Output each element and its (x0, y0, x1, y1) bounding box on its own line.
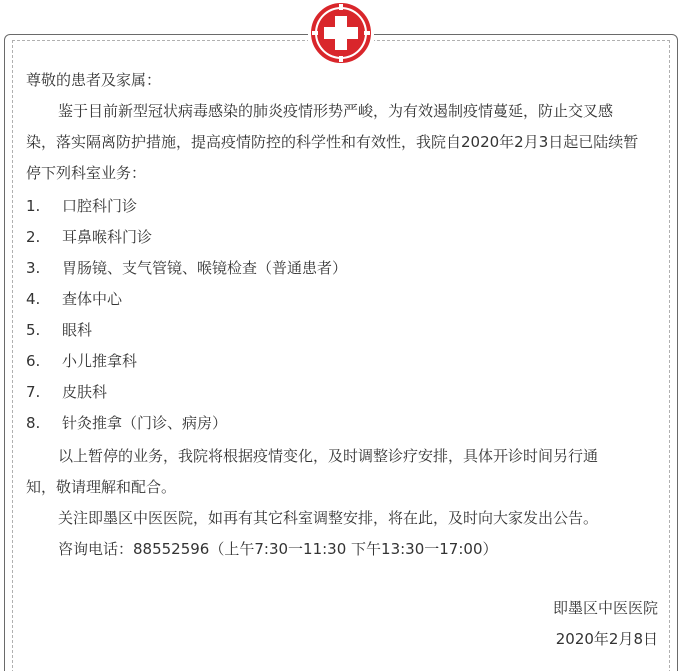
list-item (26, 196, 137, 216)
intro-line: 染，落实隔离防护措施，提高疫情防控的科学性和有效性，我院自2020年2月3日起已陆续暂 (26, 133, 639, 151)
closing-line: 知，敬请理解和配合。 (26, 478, 177, 496)
list-item (26, 351, 137, 371)
phone-line: 咨询电话：88552596（上午7:30一11:30 下午13:30一17:00） (58, 540, 498, 558)
list-item-number: 3. (26, 259, 41, 277)
signature: 即墨区中医医院 (552, 599, 658, 617)
list-item (26, 227, 152, 247)
list-item (26, 289, 122, 309)
list-item-label: 查体中心 (62, 290, 123, 308)
red-cross-icon (308, 0, 374, 66)
list-item-label: 针灸推拿（门诊、病房） (62, 414, 228, 432)
date: 2020年2月8日 (555, 630, 658, 648)
follow-line: 关注即墨区中医医院，如再有其它科室调整安排，将在此，及时向大家发出公告。 (58, 509, 599, 527)
intro-line: 停下列科室业务： (26, 164, 147, 182)
list-item (26, 320, 92, 340)
list-item-label: 皮肤科 (62, 383, 108, 401)
list-item-label: 耳鼻喉科门诊 (62, 228, 153, 246)
list-item-label: 胃肠镜、支气管镜、喉镜检查（普通患者） (62, 259, 348, 277)
list-item (26, 413, 227, 433)
list-item-number: 2. (26, 228, 41, 246)
closing-line: 以上暂停的业务，我院将根据疫情变化，及时调整诊疗安排，具体开诊时间另行通 (58, 447, 599, 465)
greeting: 尊敬的患者及家属： (26, 71, 162, 89)
list-item-number: 4. (26, 290, 41, 308)
list-item-label: 眼科 (62, 321, 93, 339)
intro-line: 鉴于目前新型冠状病毒感染的肺炎疫情形势严峻，为有效遏制疫情蔓延，防止交叉感 (58, 102, 614, 120)
list-item-number: 5. (26, 321, 41, 339)
list-item-number: 7. (26, 383, 41, 401)
list-item-label: 小儿推拿科 (62, 352, 138, 370)
list-item-label: 口腔科门诊 (62, 197, 138, 215)
list-item-number: 8. (26, 414, 41, 432)
list-item-number: 1. (26, 197, 41, 215)
list-item-number: 6. (26, 352, 41, 370)
list-item (26, 258, 347, 278)
list-item (26, 382, 107, 402)
